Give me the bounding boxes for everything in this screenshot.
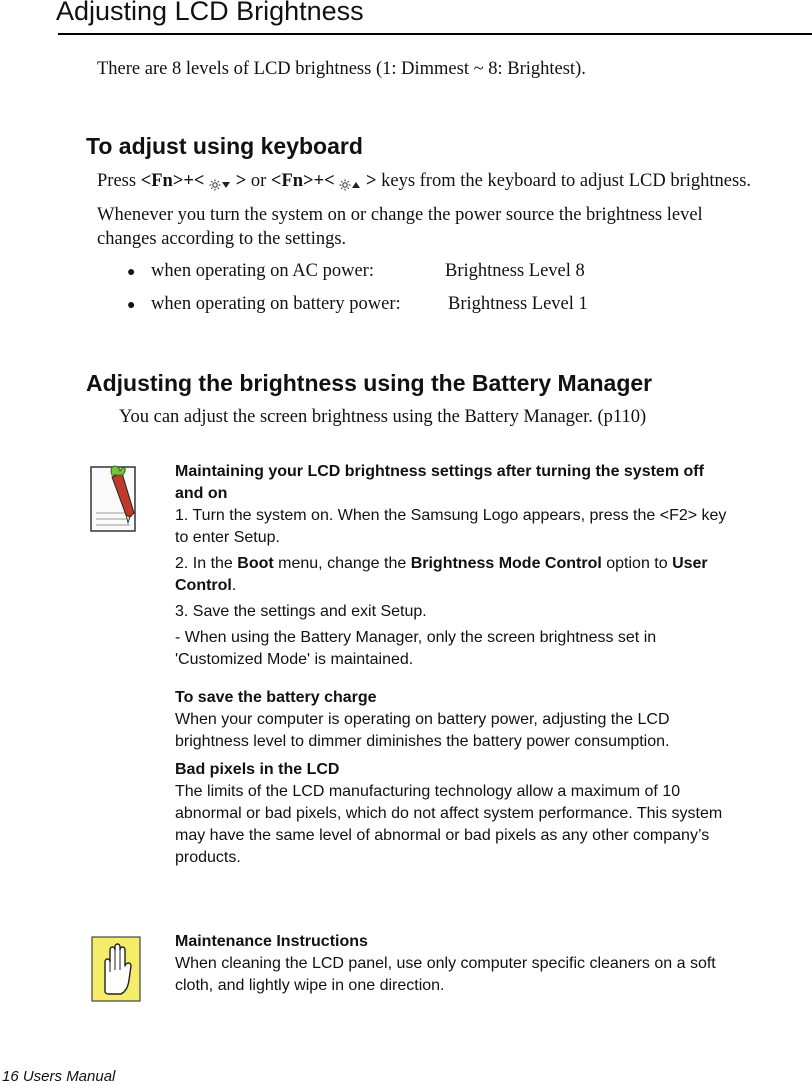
charge-line1: When your computer is operating on battery power, adjusting the LCD [175, 711, 670, 728]
pixels-line3: may have the same level of abnormal or bad pixels as any other company’s [175, 827, 710, 844]
maintenance-line2: cloth, and lightly wipe in one direction. [175, 977, 445, 994]
key1-suffix: > [231, 171, 247, 191]
bullet-icon: ● [127, 265, 136, 280]
note-brightness-settings [175, 461, 812, 869]
pixels-line1: The limits of the LCD manufacturing technology allow a maximum of 10 [175, 783, 681, 800]
step2-control: Control [175, 577, 232, 594]
pixels-line2: abnormal or bad pixels, which do not affect system performance. This system [175, 805, 723, 822]
step2-c: option to [601, 555, 673, 572]
step2-user: User [672, 555, 708, 572]
list-item [127, 259, 135, 285]
key2-prefix: <Fn>+< [270, 171, 340, 191]
step2-line2 [175, 575, 812, 597]
step2-option: Brightness Mode Control [410, 555, 602, 572]
step1-line2: to enter Setup. [175, 529, 280, 546]
stop-hand-icon [91, 936, 141, 1002]
brightness-down-icon [209, 175, 231, 189]
title-rule [58, 33, 812, 35]
pixels-title: Bad pixels in the LCD [175, 761, 340, 778]
pixels-line4: products. [175, 849, 241, 866]
bullet-battery-value: Brightness Level 1 [448, 294, 588, 314]
maintenance-line1: When cleaning the LCD panel, use only computer specific cleaners on a soft [175, 955, 716, 972]
key1-prefix: <Fn>+< [140, 171, 210, 191]
page-title: Adjusting LCD Brightness [56, 0, 364, 26]
press-tail: keys from the keyboard to adjust LCD brightness. [376, 171, 752, 191]
keyboard-heading: To adjust using keyboard [86, 133, 363, 159]
dash-line1: - When using the Battery Manager, only the screen brightness set in [175, 629, 657, 646]
whenever-line-2: changes according to the settings. [97, 229, 347, 249]
step2-end: . [231, 577, 237, 594]
press-word: Press [97, 171, 141, 191]
step2-boot: Boot [237, 555, 274, 572]
bullet-ac-label: when operating on AC power: [151, 261, 374, 281]
page-footer: 16 Users Manual [2, 1068, 116, 1085]
step3: 3. Save the settings and exit Setup. [175, 603, 427, 620]
maintenance-title: Maintenance Instructions [175, 933, 368, 950]
intro-text: There are 8 levels of LCD brightness (1: Dimmest ~ 8: Brightest). [97, 59, 586, 79]
bullet-icon: ● [127, 298, 136, 313]
note1-title-line1: Maintaining your LCD brightness settings after turning the system off [175, 463, 704, 480]
press-keys-line [97, 169, 751, 193]
or-word: or [246, 171, 271, 191]
key2-suffix: > [361, 171, 377, 191]
note1-title-line2: and on [175, 485, 228, 502]
dash-line2: 'Customized Mode' is maintained. [175, 651, 414, 668]
brightness-up-icon [339, 175, 361, 189]
step2-line1 [175, 553, 812, 575]
charge-line2: brightness level to dimmer diminishes the battery power consumption. [175, 733, 670, 750]
battery-manager-text: You can adjust the screen brightness using the Battery Manager. (p110) [119, 407, 647, 427]
note-maintenance [175, 931, 812, 997]
pencil-note-icon [90, 461, 140, 537]
step1-line1: 1. Turn the system on. When the Samsung Logo appears, press the <F2> key [175, 507, 727, 524]
charge-title: To save the battery charge [175, 689, 377, 706]
whenever-line-1: Whenever you turn the system on or change the power source the brightness level [97, 205, 703, 225]
battery-manager-heading: Adjusting the brightness using the Battery Manager [86, 370, 653, 396]
step2-a: 2. In the [175, 555, 238, 572]
bullet-ac-value: Brightness Level 8 [445, 261, 585, 281]
step2-b: menu, change the [273, 555, 411, 572]
list-item [127, 292, 135, 318]
bullet-battery-label: when operating on battery power: [151, 294, 401, 314]
